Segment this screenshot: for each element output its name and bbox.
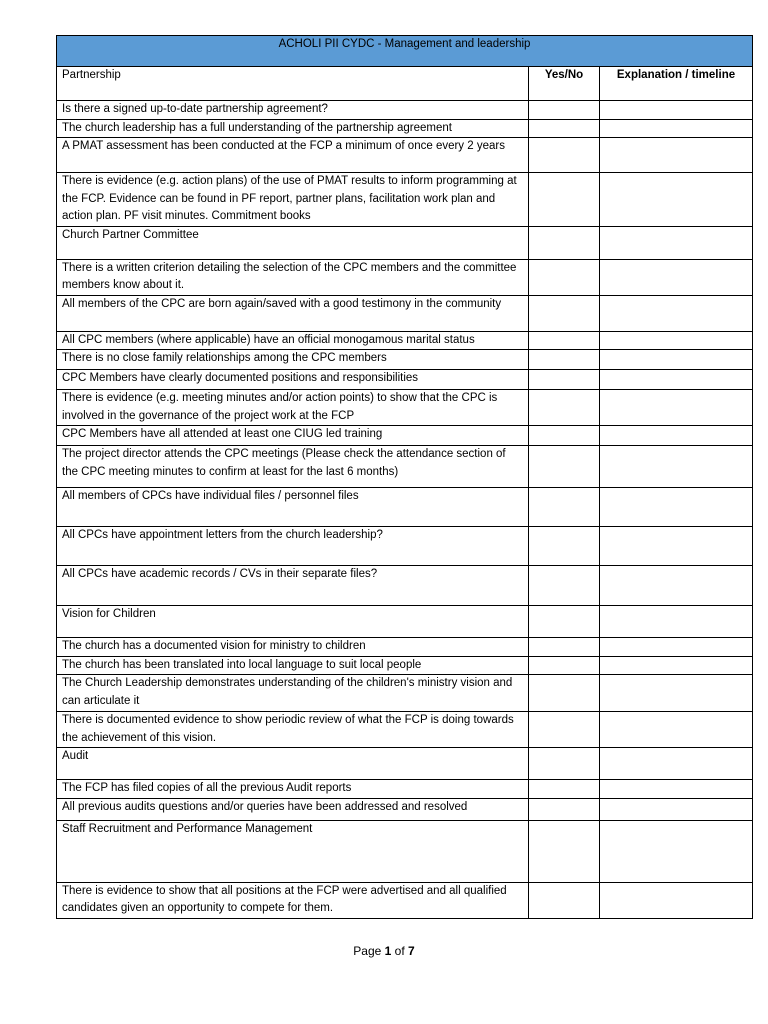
explanation-cell[interactable] (600, 331, 753, 350)
yes-no-cell (529, 820, 600, 882)
table-row (57, 638, 753, 657)
section-row (57, 606, 753, 638)
yes-no-cell[interactable] (529, 426, 600, 446)
yes-no-cell[interactable] (529, 331, 600, 350)
explanation-cell[interactable] (600, 527, 753, 566)
explanation-cell[interactable] (600, 798, 753, 820)
table-row (57, 488, 753, 527)
yes-no-cell[interactable] (529, 566, 600, 606)
yes-no-cell[interactable] (529, 173, 600, 227)
page-title: ACHOLI PII CYDC - Management and leadership (57, 36, 753, 67)
question-cell: The church has been translated into local language to suit local people (57, 656, 529, 675)
yes-no-cell[interactable] (529, 675, 600, 712)
explanation-header: Explanation / timeline (600, 67, 753, 101)
yes-no-cell (529, 226, 600, 259)
yes-no-cell[interactable] (529, 527, 600, 566)
table-row (57, 798, 753, 820)
table-row (57, 675, 753, 712)
yes-no-cell[interactable] (529, 350, 600, 370)
yes-no-cell (529, 748, 600, 780)
table-row (57, 138, 753, 173)
question-cell: The Church Leadership demonstrates understanding of the children's ministry vision and can articulate it (57, 675, 529, 712)
section-title: Staff Recruitment and Performance Management (57, 820, 529, 882)
section-row (57, 67, 753, 101)
table-row (57, 259, 753, 295)
question-cell: The project director attends the CPC meetings (Please check the attendance section of the CPC meeting minutes to confirm at least for the last 6 months) (57, 446, 529, 488)
yes-no-header: Yes/No (529, 67, 600, 101)
yes-no-cell[interactable] (529, 638, 600, 657)
checklist-table (56, 35, 753, 919)
yes-no-cell[interactable] (529, 370, 600, 390)
question-cell: There is a written criterion detailing the selection of the CPC members and the committee members know about it. (57, 259, 529, 295)
table-row (57, 656, 753, 675)
yes-no-cell[interactable] (529, 390, 600, 426)
table-row (57, 173, 753, 227)
question-cell: There is evidence (e.g. action plans) of the use of PMAT results to inform programming at the FCP. Evidence can be found in PF report, partner plans, facilitation work plan and action plan. PF visit minutes. Commitment books (57, 173, 529, 227)
question-cell: A PMAT assessment has been conducted at the FCP a minimum of once every 2 years (57, 138, 529, 173)
question-cell: CPC Members have all attended at least one CIUG led training (57, 426, 529, 446)
table-row (57, 101, 753, 120)
table-row (57, 780, 753, 799)
table-row (57, 350, 753, 370)
explanation-cell[interactable] (600, 446, 753, 488)
table-row (57, 446, 753, 488)
question-cell: All CPC members (where applicable) have an official monogamous marital status (57, 331, 529, 350)
question-cell: There is evidence to show that all positions at the FCP were advertised and all qualified candidates given an opportunity to compete for them. (57, 882, 529, 918)
page-footer (0, 944, 768, 958)
of-label: of (394, 944, 405, 958)
yes-no-cell[interactable] (529, 446, 600, 488)
section-title: Audit (57, 748, 529, 780)
table-row (57, 712, 753, 748)
explanation-cell[interactable] (600, 350, 753, 370)
table-row (57, 527, 753, 566)
section-row (57, 820, 753, 882)
question-cell: CPC Members have clearly documented positions and responsibilities (57, 370, 529, 390)
explanation-cell[interactable] (600, 566, 753, 606)
explanation-cell[interactable] (600, 882, 753, 918)
yes-no-cell[interactable] (529, 101, 600, 120)
table-row (57, 370, 753, 390)
question-cell: The church has a documented vision for ministry to children (57, 638, 529, 657)
explanation-cell[interactable] (600, 390, 753, 426)
explanation-cell (600, 226, 753, 259)
yes-no-cell (529, 606, 600, 638)
question-cell: All previous audits questions and/or queries have been addressed and resolved (57, 798, 529, 820)
explanation-cell[interactable] (600, 426, 753, 446)
explanation-cell[interactable] (600, 295, 753, 331)
question-cell: There is no close family relationships among the CPC members (57, 350, 529, 370)
yes-no-cell[interactable] (529, 295, 600, 331)
yes-no-cell[interactable] (529, 780, 600, 799)
explanation-cell (600, 748, 753, 780)
explanation-cell[interactable] (600, 370, 753, 390)
section-title: Church Partner Committee (57, 226, 529, 259)
question-cell: There is evidence (e.g. meeting minutes and/or action points) to show that the CPC is involved in the governance of the project work at the FCP (57, 390, 529, 426)
question-cell: The church leadership has a full understanding of the partnership agreement (57, 119, 529, 138)
question-cell: Is there a signed up-to-date partnership agreement? (57, 101, 529, 120)
explanation-cell[interactable] (600, 101, 753, 120)
explanation-cell[interactable] (600, 173, 753, 227)
explanation-cell (600, 820, 753, 882)
page-number: 1 (384, 944, 392, 958)
section-row (57, 748, 753, 780)
explanation-cell[interactable] (600, 259, 753, 295)
question-cell: All members of the CPC are born again/saved with a good testimony in the community (57, 295, 529, 331)
table-row (57, 882, 753, 918)
explanation-cell[interactable] (600, 119, 753, 138)
table-row (57, 331, 753, 350)
question-cell: All members of CPCs have individual files / personnel files (57, 488, 529, 527)
table-row (57, 119, 753, 138)
explanation-cell[interactable] (600, 638, 753, 657)
table-row (57, 390, 753, 426)
explanation-cell[interactable] (600, 780, 753, 799)
yes-no-cell[interactable] (529, 488, 600, 527)
explanation-cell (600, 606, 753, 638)
explanation-cell[interactable] (600, 675, 753, 712)
section-title: Partnership (57, 67, 529, 101)
title-row (57, 36, 753, 67)
question-cell: The FCP has filed copies of all the previous Audit reports (57, 780, 529, 799)
explanation-cell[interactable] (600, 656, 753, 675)
section-title: Vision for Children (57, 606, 529, 638)
yes-no-cell[interactable] (529, 259, 600, 295)
yes-no-cell[interactable] (529, 712, 600, 748)
page-total: 7 (408, 944, 415, 958)
table-row (57, 566, 753, 606)
yes-no-cell[interactable] (529, 882, 600, 918)
question-cell: There is documented evidence to show periodic review of what the FCP is doing towards the achievement of this vision. (57, 712, 529, 748)
section-row (57, 226, 753, 259)
yes-no-cell[interactable] (529, 656, 600, 675)
question-cell: All CPCs have appointment letters from the church leadership? (57, 527, 529, 566)
table-row (57, 295, 753, 331)
explanation-cell[interactable] (600, 138, 753, 173)
question-cell: All CPCs have academic records / CVs in their separate files? (57, 566, 529, 606)
explanation-cell[interactable] (600, 712, 753, 748)
yes-no-cell[interactable] (529, 798, 600, 820)
yes-no-cell[interactable] (529, 119, 600, 138)
page-label: Page (353, 944, 382, 958)
explanation-cell[interactable] (600, 488, 753, 527)
table-row (57, 426, 753, 446)
yes-no-cell[interactable] (529, 138, 600, 173)
